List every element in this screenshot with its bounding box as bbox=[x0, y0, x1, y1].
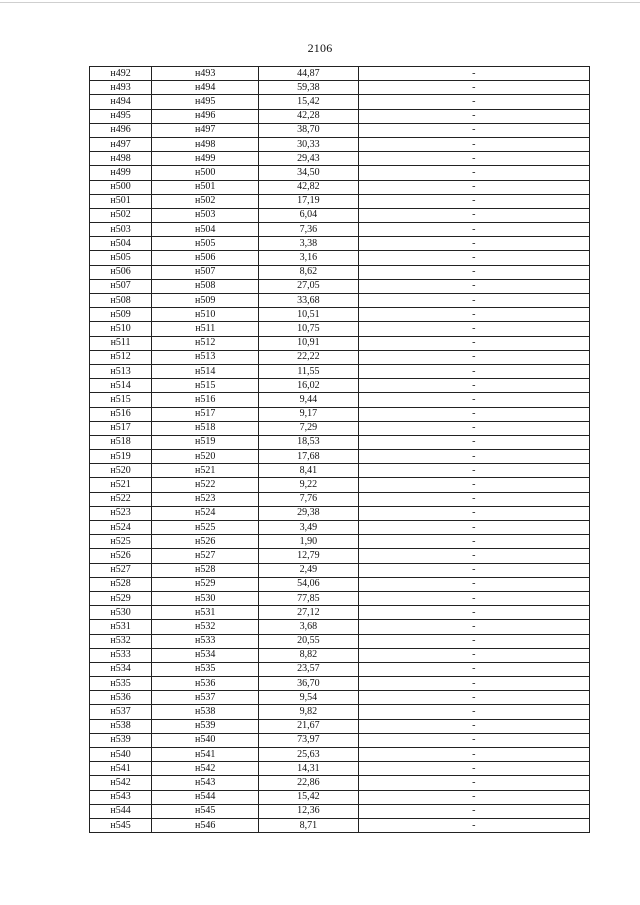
point-to-cell: н516 bbox=[152, 393, 259, 407]
point-to-cell: н500 bbox=[152, 166, 259, 180]
note-cell: - bbox=[358, 606, 590, 620]
distance-cell: 8,71 bbox=[259, 818, 358, 832]
point-from-cell: н498 bbox=[90, 152, 152, 166]
point-from-cell: н533 bbox=[90, 648, 152, 662]
point-to-cell: н512 bbox=[152, 336, 259, 350]
distance-cell: 22,86 bbox=[259, 776, 358, 790]
point-from-cell: н542 bbox=[90, 776, 152, 790]
table-row bbox=[90, 818, 590, 832]
point-to-cell: н535 bbox=[152, 662, 259, 676]
table-row bbox=[90, 790, 590, 804]
point-from-cell: н511 bbox=[90, 336, 152, 350]
point-from-cell: н497 bbox=[90, 137, 152, 151]
note-cell: - bbox=[358, 762, 590, 776]
point-from-cell: н520 bbox=[90, 464, 152, 478]
point-from-cell: н530 bbox=[90, 606, 152, 620]
note-cell: - bbox=[358, 733, 590, 747]
point-from-cell: н504 bbox=[90, 237, 152, 251]
table-row bbox=[90, 294, 590, 308]
point-from-cell: н500 bbox=[90, 180, 152, 194]
point-to-cell: н498 bbox=[152, 137, 259, 151]
distance-cell: 27,12 bbox=[259, 606, 358, 620]
point-from-cell: н540 bbox=[90, 748, 152, 762]
note-cell: - bbox=[358, 81, 590, 95]
distance-cell: 8,62 bbox=[259, 265, 358, 279]
point-from-cell: н534 bbox=[90, 662, 152, 676]
distance-cell: 73,97 bbox=[259, 733, 358, 747]
table-row bbox=[90, 137, 590, 151]
table-row bbox=[90, 237, 590, 251]
table-row bbox=[90, 691, 590, 705]
point-from-cell: н521 bbox=[90, 478, 152, 492]
point-from-cell: н517 bbox=[90, 421, 152, 435]
point-from-cell: н507 bbox=[90, 279, 152, 293]
point-from-cell: н513 bbox=[90, 364, 152, 378]
distance-cell: 59,38 bbox=[259, 81, 358, 95]
note-cell: - bbox=[358, 577, 590, 591]
note-cell: - bbox=[358, 407, 590, 421]
note-cell: - bbox=[358, 95, 590, 109]
distance-cell: 23,57 bbox=[259, 662, 358, 676]
point-to-cell: н495 bbox=[152, 95, 259, 109]
point-to-cell: н529 bbox=[152, 577, 259, 591]
point-to-cell: н522 bbox=[152, 478, 259, 492]
table-row bbox=[90, 393, 590, 407]
table-row bbox=[90, 279, 590, 293]
point-to-cell: н511 bbox=[152, 322, 259, 336]
point-to-cell: н537 bbox=[152, 691, 259, 705]
distance-cell: 1,90 bbox=[259, 535, 358, 549]
table-row bbox=[90, 577, 590, 591]
note-cell: - bbox=[358, 549, 590, 563]
distance-cell: 6,04 bbox=[259, 208, 358, 222]
note-cell: - bbox=[358, 393, 590, 407]
table-row bbox=[90, 478, 590, 492]
distance-cell: 36,70 bbox=[259, 677, 358, 691]
note-cell: - bbox=[358, 67, 590, 81]
table-row bbox=[90, 251, 590, 265]
table-row bbox=[90, 591, 590, 605]
point-from-cell: н512 bbox=[90, 350, 152, 364]
point-to-cell: н543 bbox=[152, 776, 259, 790]
table-body bbox=[90, 67, 590, 833]
point-from-cell: н503 bbox=[90, 223, 152, 237]
table-row bbox=[90, 435, 590, 449]
point-from-cell: н495 bbox=[90, 109, 152, 123]
point-to-cell: н503 bbox=[152, 208, 259, 222]
point-to-cell: н541 bbox=[152, 748, 259, 762]
point-to-cell: н518 bbox=[152, 421, 259, 435]
distance-cell: 3,16 bbox=[259, 251, 358, 265]
point-to-cell: н517 bbox=[152, 407, 259, 421]
point-to-cell: н523 bbox=[152, 492, 259, 506]
point-to-cell: н504 bbox=[152, 223, 259, 237]
note-cell: - bbox=[358, 776, 590, 790]
point-from-cell: н494 bbox=[90, 95, 152, 109]
point-from-cell: н506 bbox=[90, 265, 152, 279]
distance-cell: 33,68 bbox=[259, 294, 358, 308]
point-to-cell: н528 bbox=[152, 563, 259, 577]
point-to-cell: н501 bbox=[152, 180, 259, 194]
distance-cell: 18,53 bbox=[259, 435, 358, 449]
point-to-cell: н506 bbox=[152, 251, 259, 265]
point-from-cell: н525 bbox=[90, 535, 152, 549]
point-to-cell: н520 bbox=[152, 450, 259, 464]
point-from-cell: н537 bbox=[90, 705, 152, 719]
note-cell: - bbox=[358, 464, 590, 478]
point-to-cell: н524 bbox=[152, 506, 259, 520]
distance-cell: 3,68 bbox=[259, 620, 358, 634]
boundary-points-table bbox=[89, 66, 590, 833]
note-cell: - bbox=[358, 294, 590, 308]
note-cell: - bbox=[358, 421, 590, 435]
note-cell: - bbox=[358, 237, 590, 251]
point-to-cell: н519 bbox=[152, 435, 259, 449]
distance-cell: 38,70 bbox=[259, 123, 358, 137]
table-row bbox=[90, 208, 590, 222]
table-row bbox=[90, 804, 590, 818]
table-row bbox=[90, 662, 590, 676]
note-cell: - bbox=[358, 648, 590, 662]
table-row bbox=[90, 421, 590, 435]
distance-cell: 7,36 bbox=[259, 223, 358, 237]
point-from-cell: н527 bbox=[90, 563, 152, 577]
table-row bbox=[90, 648, 590, 662]
distance-cell: 17,68 bbox=[259, 450, 358, 464]
table-row bbox=[90, 620, 590, 634]
note-cell: - bbox=[358, 804, 590, 818]
distance-cell: 12,36 bbox=[259, 804, 358, 818]
point-to-cell: н496 bbox=[152, 109, 259, 123]
point-from-cell: н516 bbox=[90, 407, 152, 421]
table-row bbox=[90, 407, 590, 421]
point-from-cell: н545 bbox=[90, 818, 152, 832]
distance-cell: 8,41 bbox=[259, 464, 358, 478]
point-from-cell: н505 bbox=[90, 251, 152, 265]
point-from-cell: н518 bbox=[90, 435, 152, 449]
point-to-cell: н536 bbox=[152, 677, 259, 691]
distance-cell: 54,06 bbox=[259, 577, 358, 591]
note-cell: - bbox=[358, 435, 590, 449]
table-row bbox=[90, 450, 590, 464]
table-row bbox=[90, 521, 590, 535]
point-to-cell: н525 bbox=[152, 521, 259, 535]
point-from-cell: н492 bbox=[90, 67, 152, 81]
table-row bbox=[90, 634, 590, 648]
distance-cell: 3,49 bbox=[259, 521, 358, 535]
table-row bbox=[90, 180, 590, 194]
point-from-cell: н501 bbox=[90, 194, 152, 208]
point-to-cell: н521 bbox=[152, 464, 259, 478]
table-row bbox=[90, 606, 590, 620]
table-row bbox=[90, 464, 590, 478]
point-to-cell: н545 bbox=[152, 804, 259, 818]
point-to-cell: н539 bbox=[152, 719, 259, 733]
table-row bbox=[90, 705, 590, 719]
point-from-cell: н539 bbox=[90, 733, 152, 747]
note-cell: - bbox=[358, 506, 590, 520]
distance-cell: 16,02 bbox=[259, 379, 358, 393]
point-to-cell: н530 bbox=[152, 591, 259, 605]
page-number: 2106 bbox=[307, 41, 333, 55]
table-row bbox=[90, 265, 590, 279]
note-cell: - bbox=[358, 705, 590, 719]
note-cell: - bbox=[358, 492, 590, 506]
point-from-cell: н526 bbox=[90, 549, 152, 563]
table-row bbox=[90, 762, 590, 776]
note-cell: - bbox=[358, 719, 590, 733]
distance-cell: 15,42 bbox=[259, 790, 358, 804]
distance-cell: 27,05 bbox=[259, 279, 358, 293]
note-cell: - bbox=[358, 818, 590, 832]
note-cell: - bbox=[358, 364, 590, 378]
table-row bbox=[90, 535, 590, 549]
table-row bbox=[90, 308, 590, 322]
note-cell: - bbox=[358, 521, 590, 535]
point-to-cell: н538 bbox=[152, 705, 259, 719]
note-cell: - bbox=[358, 109, 590, 123]
table-row bbox=[90, 194, 590, 208]
distance-cell: 10,51 bbox=[259, 308, 358, 322]
distance-cell: 42,82 bbox=[259, 180, 358, 194]
note-cell: - bbox=[358, 591, 590, 605]
point-from-cell: н543 bbox=[90, 790, 152, 804]
distance-cell: 7,76 bbox=[259, 492, 358, 506]
point-from-cell: н531 bbox=[90, 620, 152, 634]
distance-cell: 22,22 bbox=[259, 350, 358, 364]
note-cell: - bbox=[358, 223, 590, 237]
note-cell: - bbox=[358, 634, 590, 648]
table-row bbox=[90, 81, 590, 95]
point-from-cell: н541 bbox=[90, 762, 152, 776]
point-from-cell: н538 bbox=[90, 719, 152, 733]
point-from-cell: н519 bbox=[90, 450, 152, 464]
point-to-cell: н531 bbox=[152, 606, 259, 620]
note-cell: - bbox=[358, 677, 590, 691]
note-cell: - bbox=[358, 336, 590, 350]
note-cell: - bbox=[358, 691, 590, 705]
point-to-cell: н513 bbox=[152, 350, 259, 364]
point-to-cell: н508 bbox=[152, 279, 259, 293]
note-cell: - bbox=[358, 152, 590, 166]
note-cell: - bbox=[358, 279, 590, 293]
distance-cell: 29,38 bbox=[259, 506, 358, 520]
note-cell: - bbox=[358, 194, 590, 208]
note-cell: - bbox=[358, 350, 590, 364]
point-from-cell: н509 bbox=[90, 308, 152, 322]
point-from-cell: н515 bbox=[90, 393, 152, 407]
note-cell: - bbox=[358, 308, 590, 322]
distance-cell: 42,28 bbox=[259, 109, 358, 123]
distance-cell: 10,75 bbox=[259, 322, 358, 336]
point-to-cell: н507 bbox=[152, 265, 259, 279]
point-from-cell: н528 bbox=[90, 577, 152, 591]
table-row bbox=[90, 152, 590, 166]
table-row bbox=[90, 748, 590, 762]
table-row bbox=[90, 506, 590, 520]
distance-cell: 21,67 bbox=[259, 719, 358, 733]
point-to-cell: н532 bbox=[152, 620, 259, 634]
distance-cell: 9,54 bbox=[259, 691, 358, 705]
table-row bbox=[90, 67, 590, 81]
table-row bbox=[90, 364, 590, 378]
table-row bbox=[90, 95, 590, 109]
distance-cell: 30,33 bbox=[259, 137, 358, 151]
distance-cell: 2,49 bbox=[259, 563, 358, 577]
point-to-cell: н533 bbox=[152, 634, 259, 648]
distance-cell: 3,38 bbox=[259, 237, 358, 251]
note-cell: - bbox=[358, 137, 590, 151]
point-from-cell: н544 bbox=[90, 804, 152, 818]
distance-cell: 10,91 bbox=[259, 336, 358, 350]
scan-top-edge bbox=[0, 2, 640, 3]
point-from-cell: н514 bbox=[90, 379, 152, 393]
point-from-cell: н496 bbox=[90, 123, 152, 137]
point-from-cell: н502 bbox=[90, 208, 152, 222]
point-to-cell: н499 bbox=[152, 152, 259, 166]
table-row bbox=[90, 733, 590, 747]
point-to-cell: н497 bbox=[152, 123, 259, 137]
note-cell: - bbox=[358, 450, 590, 464]
table-row bbox=[90, 350, 590, 364]
distance-cell: 9,22 bbox=[259, 478, 358, 492]
distance-cell: 20,55 bbox=[259, 634, 358, 648]
point-to-cell: н515 bbox=[152, 379, 259, 393]
table-row bbox=[90, 776, 590, 790]
note-cell: - bbox=[358, 123, 590, 137]
note-cell: - bbox=[358, 662, 590, 676]
point-to-cell: н526 bbox=[152, 535, 259, 549]
point-from-cell: н510 bbox=[90, 322, 152, 336]
point-from-cell: н493 bbox=[90, 81, 152, 95]
distance-cell: 12,79 bbox=[259, 549, 358, 563]
point-to-cell: н514 bbox=[152, 364, 259, 378]
table-row bbox=[90, 166, 590, 180]
point-from-cell: н522 bbox=[90, 492, 152, 506]
table-row bbox=[90, 492, 590, 506]
distance-cell: 9,82 bbox=[259, 705, 358, 719]
point-from-cell: н535 bbox=[90, 677, 152, 691]
distance-cell: 15,42 bbox=[259, 95, 358, 109]
distance-cell: 14,31 bbox=[259, 762, 358, 776]
point-from-cell: н536 bbox=[90, 691, 152, 705]
distance-cell: 34,50 bbox=[259, 166, 358, 180]
note-cell: - bbox=[358, 535, 590, 549]
point-from-cell: н508 bbox=[90, 294, 152, 308]
point-to-cell: н527 bbox=[152, 549, 259, 563]
distance-cell: 9,44 bbox=[259, 393, 358, 407]
note-cell: - bbox=[358, 166, 590, 180]
table-row bbox=[90, 223, 590, 237]
point-to-cell: н510 bbox=[152, 308, 259, 322]
note-cell: - bbox=[358, 620, 590, 634]
point-to-cell: н494 bbox=[152, 81, 259, 95]
note-cell: - bbox=[358, 322, 590, 336]
point-from-cell: н532 bbox=[90, 634, 152, 648]
point-from-cell: н529 bbox=[90, 591, 152, 605]
point-to-cell: н544 bbox=[152, 790, 259, 804]
distance-cell: 8,82 bbox=[259, 648, 358, 662]
note-cell: - bbox=[358, 478, 590, 492]
table-row bbox=[90, 719, 590, 733]
point-from-cell: н523 bbox=[90, 506, 152, 520]
distance-cell: 29,43 bbox=[259, 152, 358, 166]
point-to-cell: н493 bbox=[152, 67, 259, 81]
note-cell: - bbox=[358, 790, 590, 804]
point-to-cell: н542 bbox=[152, 762, 259, 776]
note-cell: - bbox=[358, 208, 590, 222]
table-row bbox=[90, 336, 590, 350]
note-cell: - bbox=[358, 379, 590, 393]
distance-cell: 77,85 bbox=[259, 591, 358, 605]
distance-cell: 25,63 bbox=[259, 748, 358, 762]
point-to-cell: н534 bbox=[152, 648, 259, 662]
note-cell: - bbox=[358, 563, 590, 577]
note-cell: - bbox=[358, 180, 590, 194]
point-from-cell: н524 bbox=[90, 521, 152, 535]
table-row bbox=[90, 677, 590, 691]
note-cell: - bbox=[358, 748, 590, 762]
table-row bbox=[90, 563, 590, 577]
distance-cell: 17,19 bbox=[259, 194, 358, 208]
distance-cell: 11,55 bbox=[259, 364, 358, 378]
point-to-cell: н509 bbox=[152, 294, 259, 308]
table-row bbox=[90, 379, 590, 393]
point-to-cell: н505 bbox=[152, 237, 259, 251]
table-row bbox=[90, 123, 590, 137]
point-to-cell: н540 bbox=[152, 733, 259, 747]
note-cell: - bbox=[358, 251, 590, 265]
point-to-cell: н546 bbox=[152, 818, 259, 832]
point-from-cell: н499 bbox=[90, 166, 152, 180]
distance-cell: 9,17 bbox=[259, 407, 358, 421]
note-cell: - bbox=[358, 265, 590, 279]
distance-cell: 7,29 bbox=[259, 421, 358, 435]
table-row bbox=[90, 109, 590, 123]
distance-cell: 44,87 bbox=[259, 67, 358, 81]
table-row bbox=[90, 322, 590, 336]
table-row bbox=[90, 549, 590, 563]
point-to-cell: н502 bbox=[152, 194, 259, 208]
